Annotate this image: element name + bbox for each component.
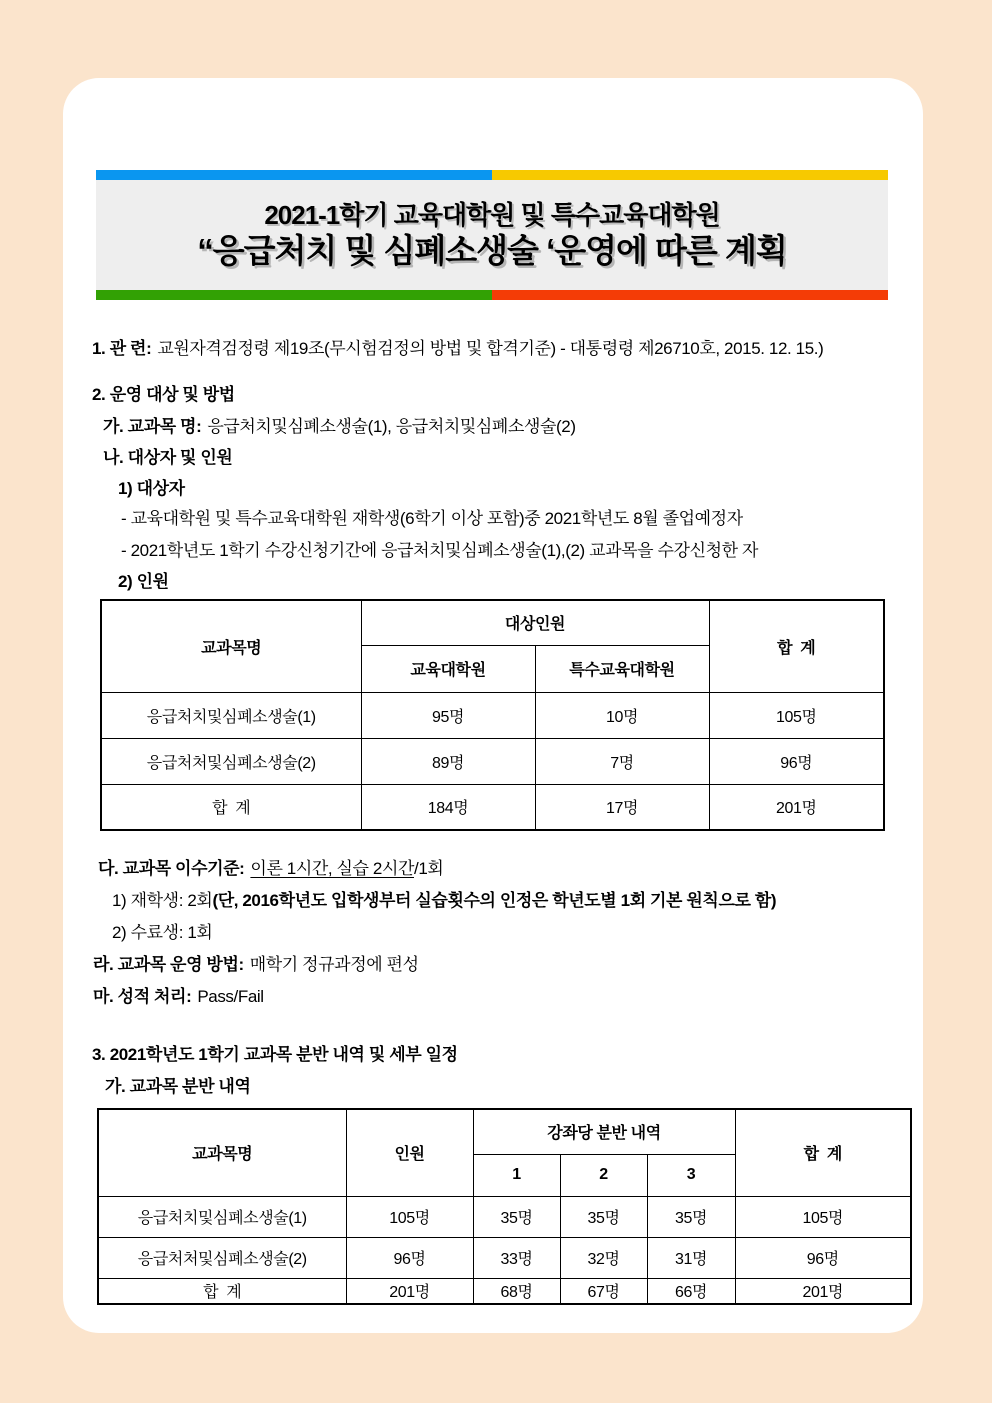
table-row	[98, 1237, 911, 1278]
cell-subject: 합 계	[101, 784, 361, 830]
cell-div-2: 35명	[560, 1196, 647, 1237]
col-header-division-group: 강좌당 분반 내역	[473, 1109, 735, 1154]
cell-div-3: 66명	[647, 1278, 735, 1304]
table-row	[101, 692, 884, 738]
cell-special: 17명	[535, 784, 709, 830]
table-total-row	[98, 1278, 911, 1304]
operation-value: 매학기 정규과정에 편성	[249, 955, 419, 974]
table-header-row	[98, 1109, 911, 1154]
banner-bottom-bar-red	[492, 290, 888, 300]
cell-total: 201명	[709, 784, 884, 830]
col-header-div-3: 3	[647, 1154, 735, 1196]
cell-grad: 89명	[361, 738, 535, 784]
criteria-underlined-text: 이론 1시간, 실습 2시간	[250, 859, 414, 878]
cell-headcount: 96명	[346, 1237, 473, 1278]
cell-headcount: 105명	[346, 1196, 473, 1237]
banner-body	[96, 180, 888, 290]
col-header-special-grad-school: 특수교육대학원	[535, 645, 709, 692]
cell-subject: 응급처치및심폐소생술(1)	[98, 1196, 346, 1237]
grading-line	[93, 986, 264, 1008]
cell-grad: 184명	[361, 784, 535, 830]
cell-special: 7명	[535, 738, 709, 784]
col-header-target-group: 대상인원	[361, 600, 709, 645]
cell-subject: 응급처치및심폐소생술(1)	[101, 692, 361, 738]
col-header-subject: 교과목명	[98, 1109, 346, 1196]
audience-heading: 나. 대상자 및 인원	[103, 448, 233, 467]
document-title-line-2: “응급처치 및 심폐소생술 ‘운영에 따른 계획	[197, 232, 787, 270]
cell-total: 96명	[735, 1237, 911, 1278]
col-header-headcount: 인원	[346, 1109, 473, 1196]
section-3-subheading: 가. 교과목 분반 내역	[105, 1077, 251, 1096]
course-name-label: 가. 교과목 명:	[103, 417, 202, 436]
cell-div-2: 32명	[560, 1237, 647, 1278]
target-item-2: - 2021학년도 1학기 수강신청기간에 응급처치및심폐소생술(1),(2) 교과목을 수강신청한 자	[121, 541, 758, 560]
banner-top-bar-yellow	[492, 170, 888, 180]
cell-div-3: 35명	[647, 1196, 735, 1237]
grading-value: Pass/Fail	[197, 987, 264, 1006]
title-banner	[96, 170, 888, 300]
cell-div-1: 35명	[473, 1196, 560, 1237]
course-name-line	[103, 416, 576, 438]
criteria-sub-1-normal: 1) 재학생: 2회	[112, 891, 213, 910]
criteria-label: 다. 교과목 이수기준:	[98, 859, 245, 878]
criteria-sub-1	[112, 890, 776, 912]
col-header-div-2: 2	[560, 1154, 647, 1196]
banner-top-bar	[96, 170, 888, 180]
headcount-table	[100, 599, 885, 831]
cell-total: 105명	[709, 692, 884, 738]
col-header-grad-school: 교육대학원	[361, 645, 535, 692]
criteria-sub-1-bold: (단, 2016학년도 입학생부터 실습횟수의 인정은 학년도별 1회 기본 원칙으로 함)	[212, 891, 777, 910]
document-page	[63, 78, 923, 1333]
cell-special: 10명	[535, 692, 709, 738]
table-row	[98, 1196, 911, 1237]
col-header-div-1: 1	[473, 1154, 560, 1196]
cell-subject: 응급처처및심폐소생술(2)	[101, 738, 361, 784]
operation-label: 라. 교과목 운영 방법:	[93, 955, 244, 974]
banner-bottom-bar-green	[96, 290, 492, 300]
grading-label: 마. 성적 처리:	[93, 987, 192, 1006]
cell-div-3: 31명	[647, 1237, 735, 1278]
section-2-heading: 2. 운영 대상 및 방법	[92, 385, 235, 404]
cell-subject: 합 계	[98, 1278, 346, 1304]
target-item-1: - 교육대학원 및 특수교육대학원 재학생(6학기 이상 포함)중 2021학년도 8월 졸업예정자	[121, 509, 743, 528]
document-title-line-1: 2021-1학기 교육대학원 및 특수교육대학원	[264, 199, 720, 230]
section-1-text: 교원자격검정령 제19조(무시험검정의 방법 및 합격기준) - 대통령령 제26710호, 2015. 12. 15.)	[157, 339, 824, 358]
cell-grad: 95명	[361, 692, 535, 738]
section-3-heading: 3. 2021학년도 1학기 교과목 분반 내역 및 세부 일정	[92, 1045, 458, 1064]
operation-line	[93, 954, 419, 976]
cell-div-1: 68명	[473, 1278, 560, 1304]
criteria-sub-2: 2) 수료생: 1회	[112, 923, 213, 942]
cell-headcount: 201명	[346, 1278, 473, 1304]
headcount-heading: 2) 인원	[118, 572, 169, 591]
table-row	[101, 738, 884, 784]
cell-div-1: 33명	[473, 1237, 560, 1278]
table-total-row	[101, 784, 884, 830]
course-name-value: 응급처치및심폐소생술(1), 응급처치및심폐소생술(2)	[207, 417, 576, 436]
banner-bottom-bar	[96, 290, 888, 300]
col-header-subject: 교과목명	[101, 600, 361, 692]
col-header-total: 합 계	[709, 600, 884, 692]
cell-div-2: 67명	[560, 1278, 647, 1304]
criteria-rest-text: /1회	[414, 859, 444, 878]
target-heading: 1) 대상자	[118, 479, 185, 498]
col-header-total: 합 계	[735, 1109, 911, 1196]
criteria-line	[98, 858, 443, 880]
cell-total: 105명	[735, 1196, 911, 1237]
section-1-related-law	[92, 338, 823, 360]
cell-subject: 응급처처및심폐소생술(2)	[98, 1237, 346, 1278]
cell-total: 201명	[735, 1278, 911, 1304]
section-1-label: 1. 관 련:	[92, 339, 152, 358]
table-header-row	[101, 600, 884, 645]
cell-total: 96명	[709, 738, 884, 784]
banner-top-bar-blue	[96, 170, 492, 180]
division-table	[97, 1108, 912, 1305]
